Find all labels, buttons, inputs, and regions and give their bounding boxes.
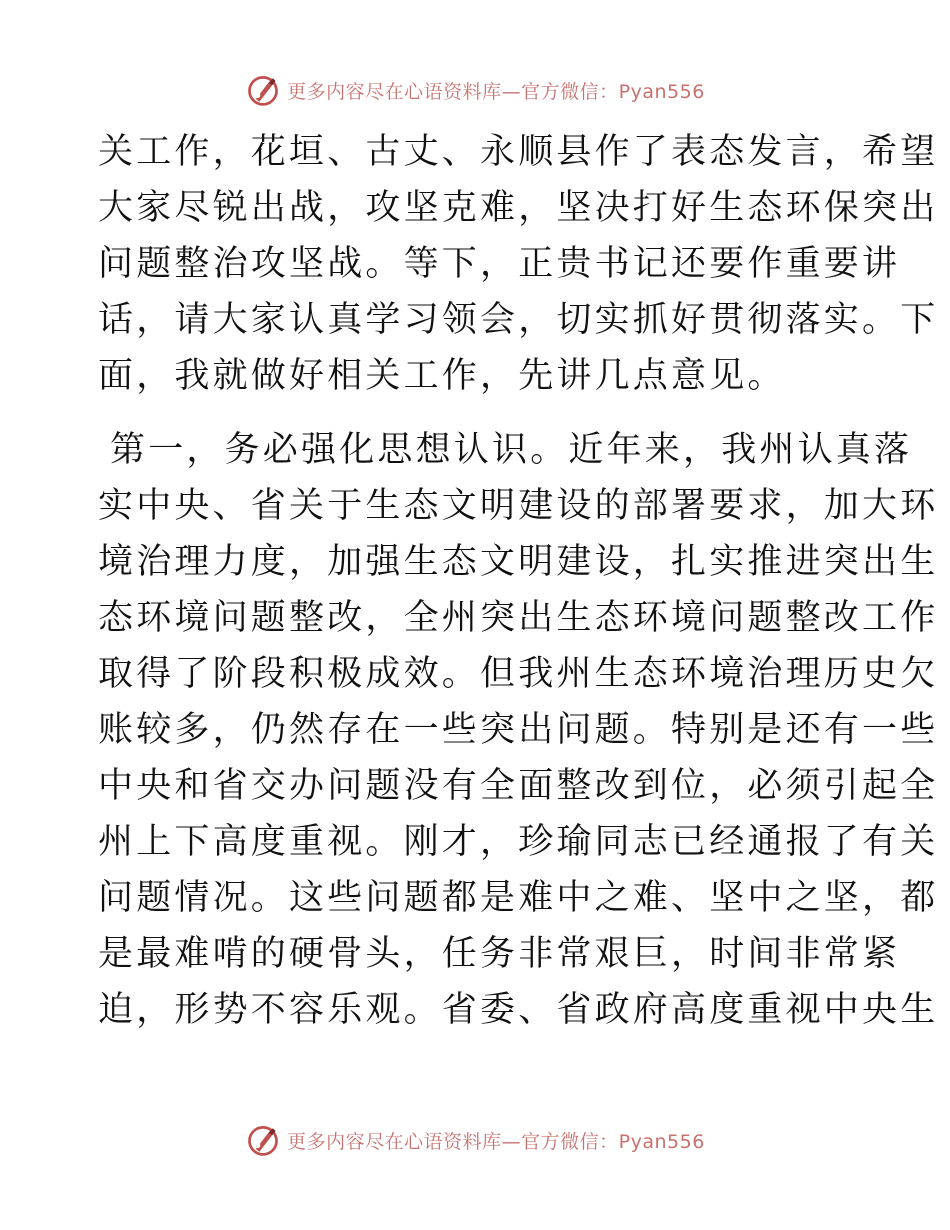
text-line: 取得了阶段积极成效。但我州生态环境治理历史欠 [98,654,939,694]
text-line: 迫，形势不容乐观。省委、省政府高度重视中央生 [98,990,939,1030]
text-line: 大家尽锐出战，攻坚克难，坚决打好生态环保突出 [98,188,939,228]
text-line: 中央和省交办问题没有全面整改到位，必须引起全 [98,766,939,806]
text-line: 州上下高度重视。刚才，珍瑜同志已经通报了有关 [98,822,939,862]
text-line: 面，我就做好相关工作，先讲几点意见。 [98,356,786,396]
paragraph-start-line: 第一，务必强化思想认识。近年来，我州认真落 [110,430,913,470]
xinyu-logo-icon [245,72,281,108]
text-line: 是最难啃的硬骨头，任务非常艰巨，时间非常紧 [98,934,901,974]
header-banner [0,70,950,110]
footer-banner [0,1120,950,1160]
header-promo-text: 更多内容尽在心语资料库—官方微信：Pyan556 [287,80,705,103]
text-line: 实中央、省关于生态文明建设的部署要求，加大环 [98,486,939,526]
xinyu-logo-icon [245,1122,281,1158]
text-line: 问题情况。这些问题都是难中之难、坚中之坚，都 [98,878,939,918]
text-line: 问题整治攻坚战。等下，正贵书记还要作重要讲 [98,244,901,284]
document-body [98,124,939,1038]
text-line: 态环境问题整改，全州突出生态环境问题整改工作 [98,598,939,638]
footer-promo-text: 更多内容尽在心语资料库—官方微信：Pyan556 [287,1130,705,1153]
text-line: 关工作，花垣、古丈、永顺县作了表态发言，希望 [98,132,939,172]
text-line: 话，请大家认真学习领会，切实抓好贯彻落实。下 [98,300,939,340]
text-line: 境治理力度，加强生态文明建设，扎实推进突出生 [98,542,939,582]
text-line: 账较多，仍然存在一些突出问题。特别是还有一些 [98,710,939,750]
